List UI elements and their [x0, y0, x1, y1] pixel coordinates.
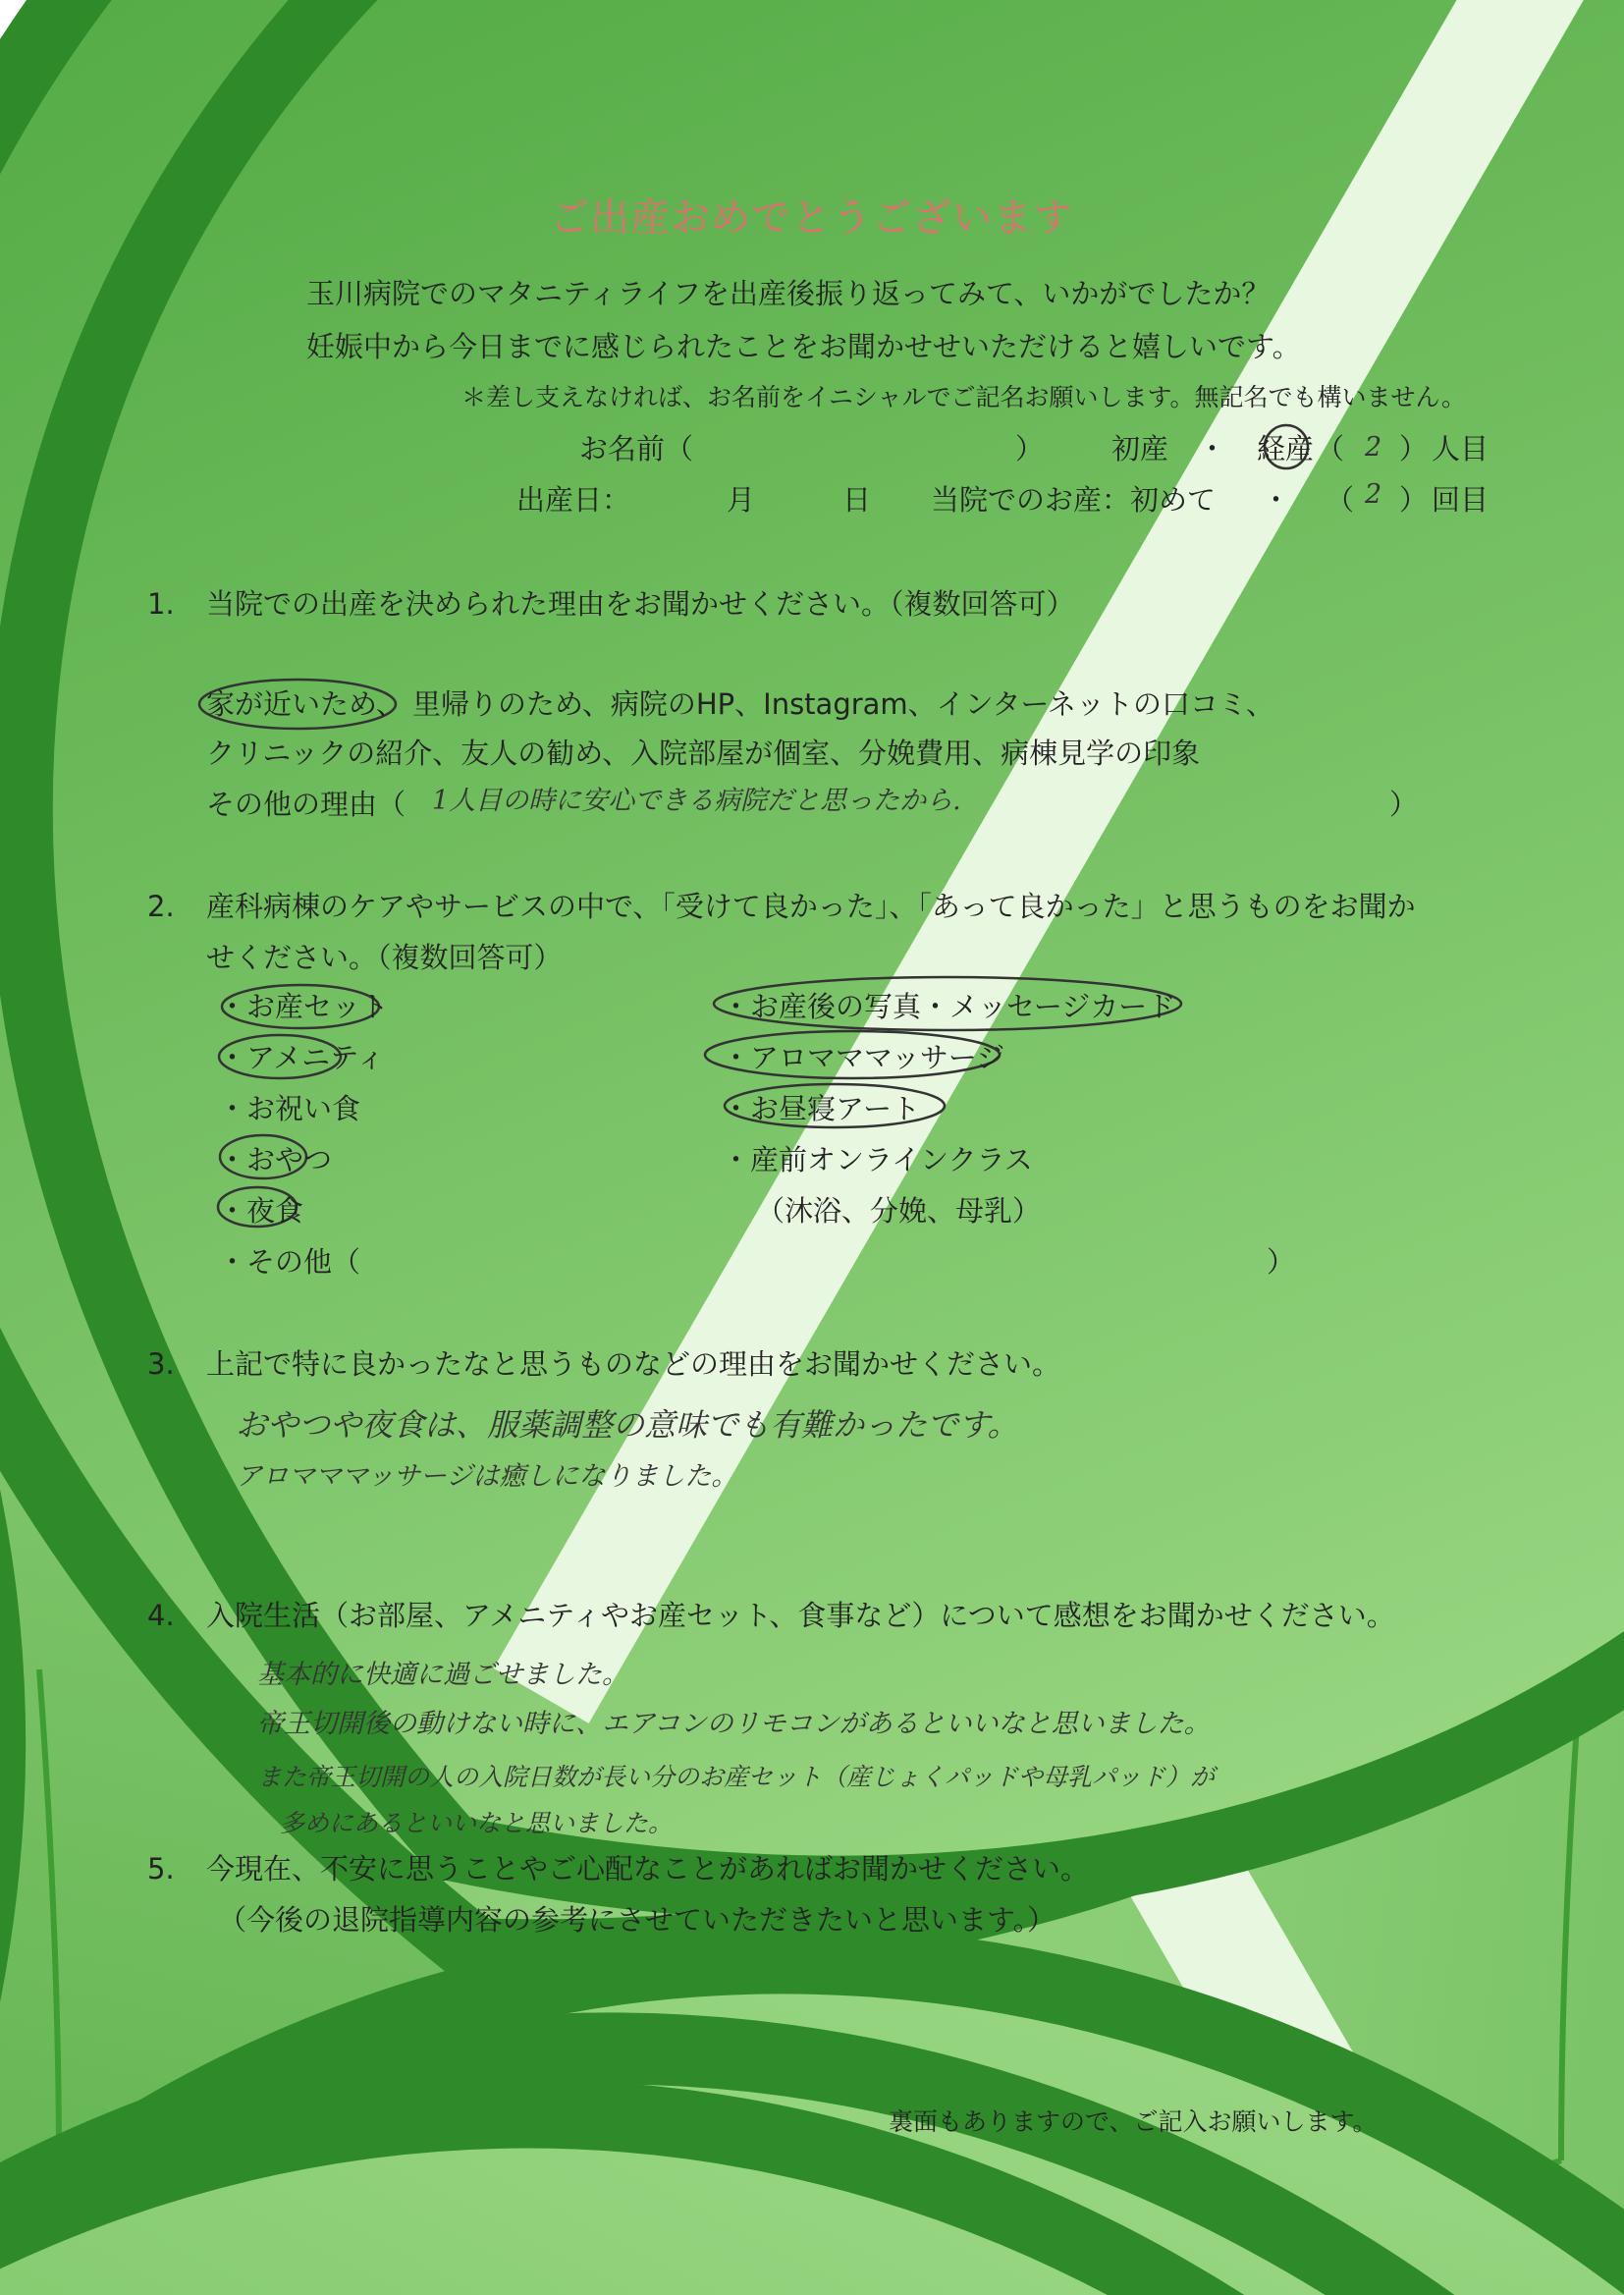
q1-option-near-home: 家が近いため、	[206, 687, 405, 721]
hospital-births-unit: 回目	[1432, 483, 1489, 517]
name-label: お名前（	[579, 432, 694, 465]
back-side-note: 裏面もありますので、ご記入お願いします。	[889, 2107, 1378, 2136]
q2-class-detail: （沐浴、分娩、母乳）	[756, 1194, 1042, 1228]
q3-question: 上記で特に良かったなと思うものなどの理由をお聞かせください。	[206, 1347, 1061, 1381]
q2-number: 2.	[147, 890, 175, 923]
q4-answer-line1: 基本的に快適に過ごせました。	[257, 1660, 628, 1690]
q1-question: 当院での出産を決められた理由をお聞かせください。（複数回答可）	[206, 587, 1075, 621]
q1-number: 1.	[147, 587, 175, 621]
birth-month-label: 月	[727, 483, 756, 517]
q4-question: 入院生活（お部屋、アメニティやお産セット、食事など）について感想をお聞かせください。	[206, 1599, 1395, 1632]
q2-item-snacks: ・おやつ	[218, 1143, 333, 1176]
q2-item-nap-art: ・お昼寝アート	[722, 1092, 921, 1125]
q2-item-online-class: ・産前オンラインクラス	[722, 1143, 1033, 1176]
q1-other-close: ）	[1389, 788, 1419, 821]
q3-answer-line1: おやつや夜食は、服薬調整の意味でも有難かったです。	[236, 1406, 1019, 1444]
q2-question-line2: せください。（複数回答可）	[206, 941, 563, 974]
children-paren-close: ）	[1399, 432, 1429, 465]
name-close: ）	[1015, 432, 1045, 465]
q2-item-celebration-meal: ・お祝い食	[218, 1092, 361, 1125]
hospital-births-paren-close: ）	[1399, 483, 1429, 517]
birth-date-label: 出産日：	[516, 483, 631, 517]
q5-question-line2: （今後の退院指導内容の参考にさせていただきたいと思います。）	[218, 1903, 1056, 1937]
q1-options-line1: 里帰りのため、病院のHP、Instagram、インターネットの口コミ、	[412, 687, 1274, 721]
q4-answer-line3: また帝王切開の人の入院日数が長い分のお産セット（産じょくパッドや母乳パッド）が	[257, 1763, 1216, 1791]
page-title: ご出産おめでとうございます	[550, 195, 1073, 241]
experienced-birth-option: 経産	[1257, 432, 1315, 465]
q2-other-close: ）	[1267, 1245, 1296, 1279]
hospital-births-paren-open: （	[1326, 483, 1355, 517]
q2-item-amenity: ・アメニティ	[218, 1041, 385, 1074]
q2-item-birth-set: ・お産セット	[218, 990, 390, 1023]
q3-answer-line2: アロマママッサージは癒しになりました。	[236, 1461, 738, 1492]
children-paren-open: （	[1316, 432, 1345, 465]
q4-answer-line2: 帝王切開後の動けない時に、エアコンのリモコンがあるといいなと思いました。	[257, 1709, 1211, 1739]
q5-number: 5.	[147, 1852, 175, 1885]
first-birth-option: 初産	[1111, 432, 1169, 465]
birth-day-label: 日	[842, 483, 872, 517]
q4-number: 4.	[147, 1599, 175, 1632]
option-dot: ・	[1198, 432, 1227, 465]
q1-options-line2: クリニックの紹介、友人の勧め、入院部屋が個室、分娩費用、病棟見学の印象	[206, 737, 1201, 770]
q4-answer-line4: 多めにあるといいなと思いました。	[280, 1809, 674, 1837]
q1-other-label: その他の理由（	[206, 788, 406, 821]
initials-note: ＊差し支えなければ、お名前をイニシャルでご記名お願いします。無記名でも構いません。	[461, 383, 1467, 411]
hospital-births-count: 2	[1365, 479, 1382, 510]
q5-question-line1: 今現在、不安に思うことやご心配なことがあればお聞かせください。	[206, 1852, 1090, 1885]
intro-line-1: 玉川病院でのマタニティライフを出産後振り返ってみて、いかがでしたか？	[306, 277, 1271, 310]
q2-item-night-meal: ・夜食	[218, 1194, 304, 1228]
children-count: 2	[1365, 432, 1382, 463]
q3-number: 3.	[147, 1347, 175, 1381]
q2-item-photo-card: ・お産後の写真・メッセージカード	[722, 990, 1176, 1023]
q2-question-line1: 産科病棟のケアやサービスの中で、「受けて良かった」、「あって良かった」と思うものをお聞か	[206, 890, 1416, 923]
children-unit: 人目	[1432, 432, 1489, 465]
q2-item-aroma-massage: ・アロマママッサージ	[722, 1041, 1005, 1074]
hospital-births-dot: ・	[1262, 483, 1291, 517]
intro-line-2: 妊娠中から今日までに感じられたことをお聞かせせいただけると嬉しいです。	[306, 330, 1301, 363]
q1-other-answer: 1人目の時に安心できる病院だと思ったから.	[432, 786, 961, 816]
q2-item-other: ・その他（	[218, 1245, 361, 1279]
hospital-births-label: 当院でのお産：初めて	[931, 483, 1217, 517]
